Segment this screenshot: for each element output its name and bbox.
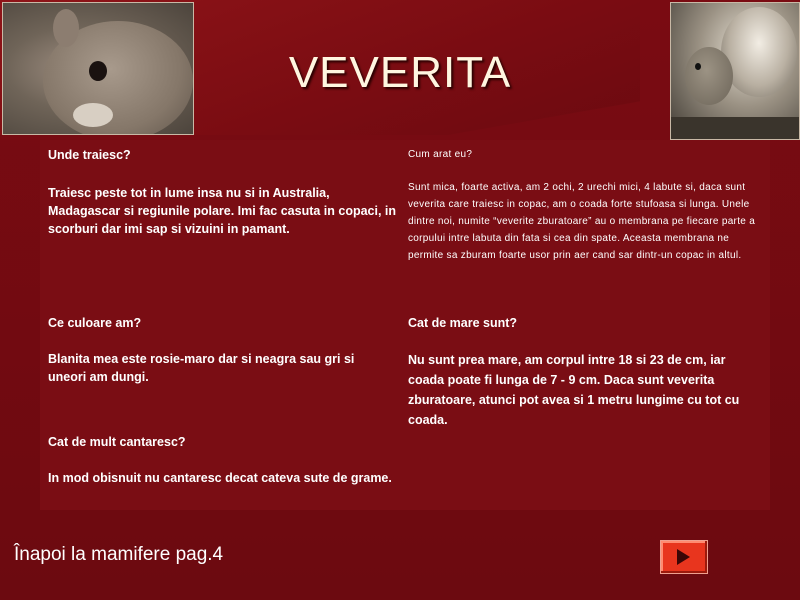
question-looks: Cum arat eu? [408,149,473,160]
answer-size: Nu sunt prea mare, am corpul intre 18 si 23 de cm, iar coada poate fi lunga de 7 - 9 cm. Daca sunt veverita zburatoare, atunci pot avea si 1 metru lungime cu tot cu coada. [408,353,740,427]
back-to-mammals-link[interactable]: Înapoi la mamifere pag.4 [14,544,224,565]
play-arrow-icon [677,549,690,565]
section-weight [48,435,418,487]
next-slide-button[interactable] [660,540,708,574]
section-size [408,316,758,430]
question-weight: Cat de mult cantaresc? [48,435,186,449]
section-color [48,316,378,386]
answer-weight: In mod obisnuit nu cantaresc decat cateva sute de grame. [48,471,392,485]
question-size: Cat de mare sunt? [408,316,518,330]
page-title: VEVERITA [288,48,512,97]
section-where [48,148,398,238]
squirrel-photo-left [2,2,194,135]
answer-color: Blanita mea este rosie-maro dar si neagra sau gri si uneori am dungi. [48,352,355,384]
squirrel-photo-right [670,2,800,140]
question-where: Unde traiesc? [48,148,131,162]
answer-looks: Sunt mica, foarte activa, am 2 ochi, 2 urechi mici, 4 labute si, daca sunt veverita care traiesc in copac, am o coada forte stufoasa si lunga. Unele dintre noi, numite “veverite zburatoare” au o membrana pe fiecare parte a corpului intre labuta din fata si cea din spate. Aceasta membrana ne permite sa zburam foarte usor prin aer cand sar dintr-un copac in altul. [408,182,756,261]
section-looks [408,146,758,264]
question-color: Ce culoare am? [48,316,142,330]
answer-where: Traiesc peste tot in lume insa nu si in Australia, Madagascar si regiunile polare. Imi fac casuta in copaci, in scorburi dar imi sap si vizuini in pamant. [48,186,397,236]
